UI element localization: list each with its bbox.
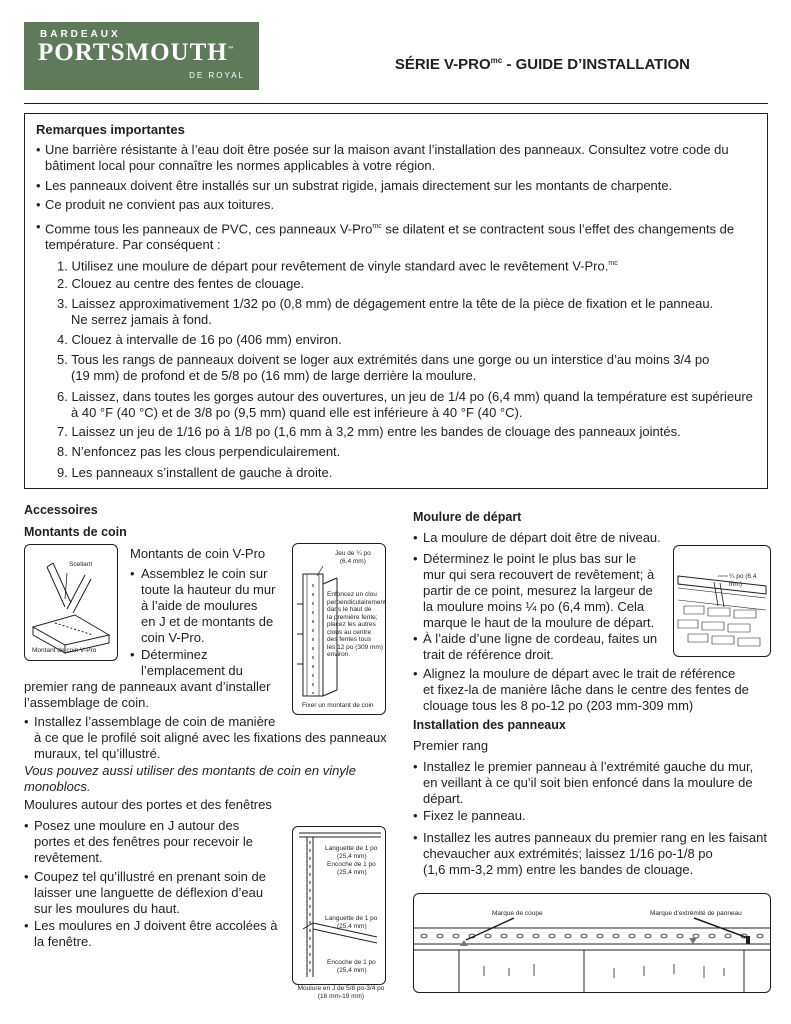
fig3-caption: Moulure en J de 5/8 po-3/4 po (16 mm-19 mm): [297, 985, 385, 1000]
fig5-panel-end-label: Marque d’extrémité de panneau: [650, 910, 742, 917]
fig2-jeu-label: Jeu de ¼ po (6,4 mm): [335, 550, 371, 565]
brand-logo: [24, 22, 259, 90]
corner-bullet-2-cont: premier rang de panneaux avant d’installer l’assemblage de coin.: [24, 679, 271, 710]
figure-corner-post: [24, 544, 118, 661]
corner-bullet-2: • Déterminez l’emplacement du: [130, 647, 243, 678]
note-step-4: 4. Clouez à intervalle de 16 po (406 mm) environ.: [57, 332, 342, 347]
note-step-9: 9. Les panneaux s’installent de gauche à droite.: [57, 465, 333, 480]
first-row-illustration: [414, 894, 770, 992]
start-bullet-1: • La moulure de départ doit être de niveau.: [413, 530, 661, 545]
start-bullet-2: • Déterminez le point le plus bas sur le mur qui sera recouvert de revêtement; à partir de ce point, mesurez la largeur de la moulure moins ¼ po (6,4 mm). Cela marque le haut de la moulure de départ.: [413, 551, 655, 630]
note-step-3: 3. Laissez approximativement 1/32 po (0,8 mm) de dégagement entre la tête de la pièce de fixation et le panneau. Ne serrez jamais à fond.: [57, 296, 714, 327]
note-step-6: 6. Laissez, dans toutes les gorges autour des ouvertures, un jeu de 1/4 po (6,4 mm) quand la température est supérieure à 40 °F (40 °C) et de 3/8 po (9,5 mm) quand elle est inférieure à 40 °F (40 °C).: [57, 389, 753, 420]
section-premier-rang: Premier rang: [413, 738, 489, 753]
header-divider: [24, 103, 768, 104]
logo-line3: DE ROYAL: [189, 71, 245, 80]
fig1-caption: Montant de coin V-Pro: [32, 647, 97, 654]
fig3-encoche-2: Encoche de 1 po (25,4 mm): [327, 959, 376, 974]
note-bullet-1: • Une barrière résistante à l’eau doit être posée sur la maison avant l’installation des panneaux. Consultez votre code du bâtiment local pour connaître les normes applicables à votre région.: [36, 142, 729, 173]
corner-note-italic: Vous pouvez aussi utiliser des montants de coin en vinyle monoblocs.: [24, 763, 356, 794]
section-accessoires: Accessoires: [24, 503, 98, 517]
section-installation: Installation des panneaux: [413, 718, 566, 732]
first-row-bullet-3: • Installez les autres panneaux du premier rang en les faisant chevaucher aux extrémités; laissez 1/16 po-1/8 po (1,6 mm-3,2 mm) entre les bandes de clouage.: [413, 830, 767, 877]
note-bullet-2: • Les panneaux doivent être installés sur un substrat rigide, jamais directement sur les montants de charpente.: [36, 178, 673, 193]
fig3-languette-1: Languette de 1 po (25,4 mm): [325, 845, 378, 860]
moulures-title: Moulures autour des portes et des fenêtres: [24, 797, 272, 812]
note-step-1: 1. Utilisez une moulure de départ pour revêtement de vinyle standard avec le revêtement V-Pro.$^{mc}$: [57, 258, 618, 274]
fig2-caption: Fixer un montant de coin: [302, 702, 374, 709]
start-bullet-3: • À l’aide d’une ligne de cordeau, faites un trait de référence droit.: [413, 631, 658, 662]
note-bullet-3: • Ce produit ne convient pas aux toitures.: [36, 197, 275, 212]
figure-first-row: [413, 893, 771, 993]
fig1-scellant-label: Scellant: [69, 561, 93, 568]
start-bullet-4: • Alignez la moulure de départ avec le trait de référence et fixez-la de manière lâche dans le centre des fentes de clouage tous les 8 po-12 po (203 mm-309 mm): [413, 666, 749, 713]
note-bullet-4: • Comme tous les panneaux de PVC, ces panneaux V-Pro$^{mc}$ se dilatent et se contractent sous l’effet des changements de température. Par conséquent :: [36, 219, 735, 253]
section-moulure-depart: Moulure de départ: [413, 510, 522, 524]
note-step-5: 5. Tous les rangs de panneaux doivent se loger aux extrémités dans une gorge ou un interstice d’au moins 3/4 po (19 mm) de profond et de 5/8 po (16 mm) de large derrière la moulure.: [57, 352, 710, 383]
note-step-8: 8. N’enfoncez pas les clous perpendiculairement.: [57, 444, 341, 459]
fig4-quarter-inch-label: ¼ po (6,4 mm): [729, 573, 757, 588]
figure-starter-strip: [673, 545, 771, 657]
first-row-bullet-1: • Installez le premier panneau à l’extrémité gauche du mur, en veillant à ce qu’il soit bien enfoncé dans la moulure de départ.: [413, 759, 754, 806]
fig2-nail-note: Enfoncez un clou perpendiculairement dans le haut de la première fente; placez les autres clous au centre des fentes tous les 12 po (309 mm) environ.: [327, 591, 386, 658]
trim-bullet-3: • Les moulures en J doivent être accolées à la fenêtre.: [24, 918, 278, 949]
logo-line1: BARDEAUX: [40, 29, 121, 40]
fig3-encoche-1: Encoche de 1 po (25,4 mm): [327, 861, 376, 876]
fig3-languette-2: Languette de 1 po (25,4 mm): [325, 915, 378, 930]
corner-bullet-1: • Assemblez le coin sur toute la hauteur du mur à l’aide de moulures en J et de montants de coin V-Pro.: [130, 566, 276, 645]
vpro-corner-title: Montants de coin V-Pro: [130, 546, 266, 561]
fig5-cut-mark-label: Marque de coupe: [492, 910, 543, 917]
trim-bullet-2: • Coupez tel qu’illustré en prenant soin de laisser une languette de déflexion d’eau sur les moulures du haut.: [24, 869, 266, 916]
figure-fix-corner-post: [292, 543, 386, 715]
page-title: SÉRIE $V-PRO^{mc}$ - GUIDE D’INSTALLATION: [394, 56, 690, 73]
note-step-7: 7. Laissez un jeu de 1/16 po à 1/8 po (1,6 mm à 3,2 mm) entre les bandes de clouage des panneaux jointés.: [57, 424, 681, 439]
corner-bullet-3: • Installez l’assemblage de coin de manière à ce que le profilé soit aligné avec les fixations des panneaux muraux, tel qu’illustré.: [24, 714, 387, 761]
logo-line2: PORTSMOUTH™: [38, 39, 235, 66]
trim-bullet-1: • Posez une moulure en J autour des portes et des fenêtres pour recevoir le revêtement.: [24, 818, 253, 865]
first-row-bullet-2: • Fixez le panneau.: [413, 808, 526, 823]
section-montants-coin: Montants de coin: [24, 525, 127, 539]
figure-j-channel: [292, 826, 386, 985]
starter-strip-illustration: [674, 546, 770, 656]
notes-title: Remarques importantes: [36, 122, 185, 137]
note-step-2: 2. Clouez au centre des fentes de clouage.: [57, 276, 305, 291]
